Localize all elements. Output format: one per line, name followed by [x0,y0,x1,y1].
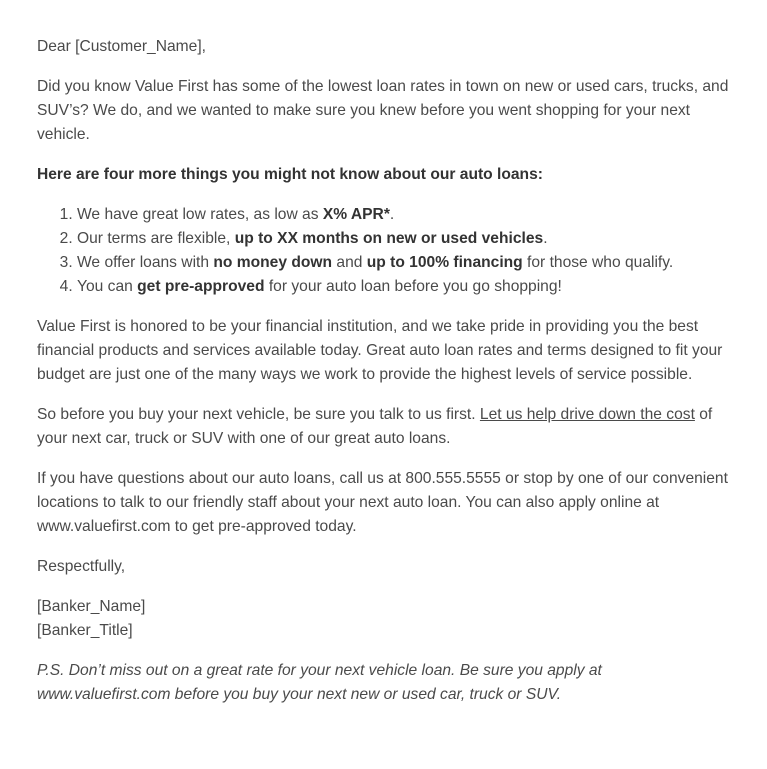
cta-text: So before you buy your next vehicle, be sure you talk to us first. [37,406,480,423]
list-item [77,227,737,251]
list-item [77,251,737,275]
list-item-text: . [543,230,548,247]
list-item-text: . [389,206,395,223]
closing: Respectfully, [37,558,126,575]
intro-paragraph: Did you know Value First has some of the lowest loan rates in town on new or used cars, trucks, and SUV’s? We do, and we wanted to make sure you knew before you went shopping for your next vehicle. [37,78,729,143]
letter-body [37,35,737,723]
list-item-text: for those who qualify. [522,254,674,271]
contact-paragraph: If you have questions about our auto loans, call us at 800.555.5555 or stop by one of our convenient locations to talk to our friendly staff about your next auto loan. You can also apply online at www.valuefirst.com to get pre-approved today. [37,470,728,535]
postscript: P.S. Don’t miss out on a great rate for your next vehicle loan. Be sure you apply at www.valuefirst.com before you buy your next new or used car, truck or SUV. [37,662,602,703]
list-item-emphasis: get pre-approved [137,278,265,295]
list-heading: Here are four more things you might not know about our auto loans: [37,166,543,183]
list-item-text: and [332,254,367,271]
list-item-text: We have great low rates, as low as [77,206,323,223]
list-item-text: We offer loans with [77,254,214,271]
cta-text: of your next car, truck or SUV with one of our great auto loans. [37,406,713,447]
drive-down-cost-link[interactable]: Let us help drive down the cost [479,406,695,423]
list-item-text: Our terms are flexible, [77,230,235,247]
list-item-emphasis: no money down [213,254,333,271]
signature-block [37,595,737,643]
list-item [77,203,737,227]
banker-title: [Banker_Title] [37,622,133,639]
benefits-list [37,203,737,299]
list-item-emphasis: up to XX months on new or used vehicles [234,230,544,247]
banker-name: [Banker_Name] [37,598,146,615]
list-item-emphasis: X% APR* [322,206,390,223]
greeting: Dear [Customer_Name], [37,38,206,55]
list-item-text: for your auto loan before you go shopping! [264,278,562,295]
honored-paragraph: Value First is honored to be your financial institution, and we take pride in providing you the best financial products and services available today. Great auto loan rates and terms designed to fit your budget are just one of the many ways we work to provide the highest levels of service possible. [37,318,723,383]
list-item-text: You can [77,278,138,295]
list-item [77,275,737,299]
list-item-emphasis: up to 100% financing [366,254,523,271]
cta-paragraph [37,403,737,451]
